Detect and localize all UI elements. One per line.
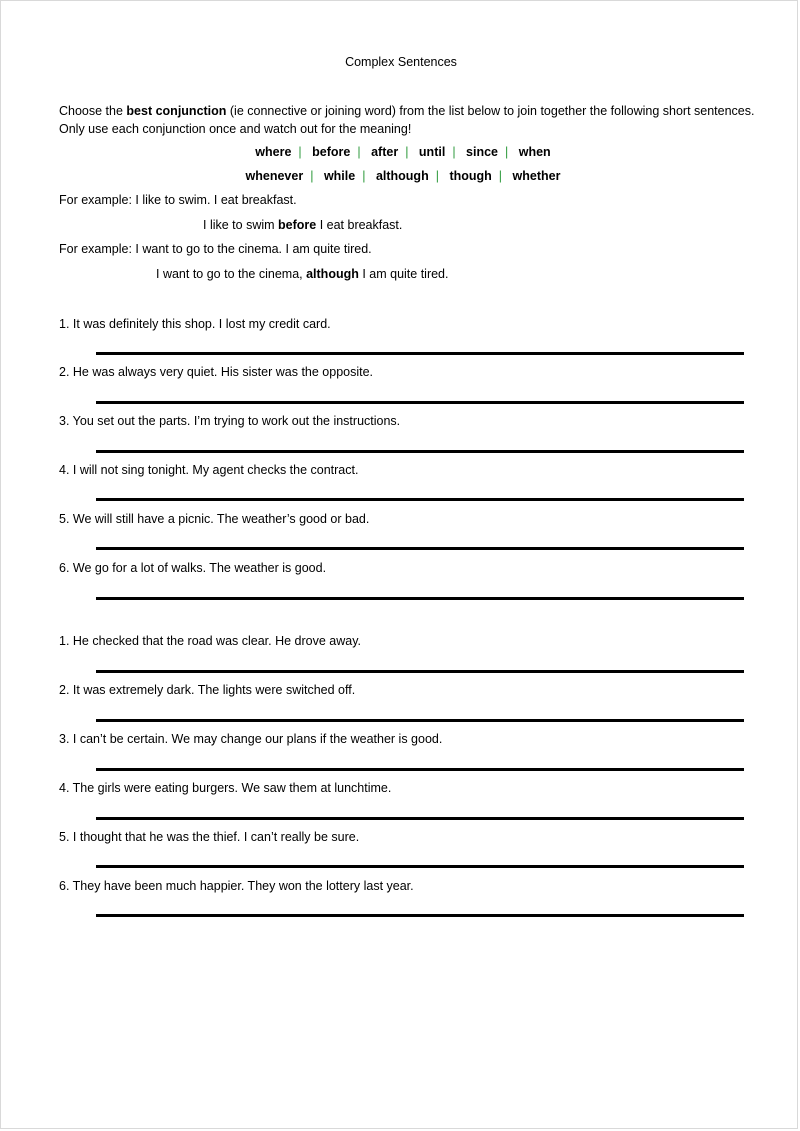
- answer-line[interactable]: [96, 768, 744, 771]
- conjunction-word: since: [466, 145, 499, 159]
- answer-line[interactable]: [96, 547, 744, 550]
- answer-line[interactable]: [96, 352, 744, 355]
- conjunction-word: although: [375, 169, 429, 183]
- conjunction-separator: |: [362, 169, 366, 183]
- answer-line[interactable]: [96, 450, 744, 453]
- question-set2-3: 3. I can’t be certain. We may change our plans if the weather is good.: [59, 732, 443, 746]
- answer-line[interactable]: [96, 498, 744, 501]
- question-set1-4: 4. I will not sing tonight. My agent checks the contract.: [59, 463, 359, 477]
- conjunction-word: while: [323, 169, 356, 183]
- conjunction-word: after: [371, 145, 399, 159]
- question-set2-2: 2. It was extremely dark. The lights were switched off.: [59, 683, 356, 697]
- page-title: Complex Sentences: [345, 55, 457, 69]
- conjunction-word: though: [449, 169, 492, 183]
- question-set1-5: 5. We will still have a picnic. The weather’s good or bad.: [59, 512, 370, 526]
- conjunction-word: whenever: [245, 169, 304, 183]
- conjunction-word: until: [418, 145, 446, 159]
- answer-line[interactable]: [96, 670, 744, 673]
- answer-line[interactable]: [96, 914, 744, 917]
- example-1-prompt: For example: I like to swim. I eat breakfast.: [59, 193, 297, 207]
- answer-line[interactable]: [96, 817, 744, 820]
- question-set1-6: 6. We go for a lot of walks. The weather is good.: [59, 561, 327, 575]
- question-set2-5: 5. I thought that he was the thief. I can’t really be sure.: [59, 830, 360, 844]
- conjunction-separator: |: [505, 145, 509, 159]
- conjunction-separator: |: [452, 145, 456, 159]
- question-set2-1: 1. He checked that the road was clear. He drove away.: [59, 634, 362, 648]
- conjunction-separator: |: [405, 145, 409, 159]
- conjunction-word: before: [312, 145, 351, 159]
- question-set2-6: 6. They have been much happier. They won the lottery last year.: [59, 879, 414, 893]
- question-set1-2: 2. He was always very quiet. His sister was the opposite.: [59, 365, 374, 379]
- example-answer-conjunction: although: [306, 267, 359, 281]
- example-2-prompt: For example: I want to go to the cinema. I am quite tired.: [59, 242, 372, 256]
- example-answer-text: I like to swim: [203, 218, 279, 232]
- question-set1-1: 1. It was definitely this shop. I lost my credit card.: [59, 317, 331, 331]
- conjunction-separator: |: [435, 169, 439, 183]
- instructions-text: Choose the: [59, 104, 127, 118]
- example-1-answer: [203, 218, 402, 232]
- instructions-line-2: Only use each conjunction once and watch out for the meaning!: [59, 122, 412, 136]
- conjunction-word: whether: [512, 169, 561, 183]
- instructions-text: (ie connective or joining word) from the list below to join together the following short sentences.: [226, 104, 755, 118]
- conjunction-word: where: [255, 145, 292, 159]
- instructions-line-1: [59, 102, 754, 120]
- example-answer-text: I am quite tired.: [358, 267, 449, 281]
- conjunction-separator: |: [498, 169, 503, 183]
- answer-line[interactable]: [96, 719, 744, 722]
- question-set2-4: 4. The girls were eating burgers. We saw them at lunchtime.: [59, 781, 392, 795]
- example-answer-conjunction: before: [278, 218, 317, 232]
- conjunction-list-row-1: [1, 145, 800, 159]
- conjunction-word: when: [518, 145, 551, 159]
- example-answer-text: I want to go to the cinema,: [156, 267, 307, 281]
- instructions-emphasis: best conjunction: [126, 104, 227, 118]
- conjunction-separator: |: [310, 169, 314, 183]
- example-answer-text: I eat breakfast.: [316, 218, 403, 232]
- answer-line[interactable]: [96, 865, 744, 868]
- example-2-answer: [156, 267, 448, 281]
- conjunction-separator: |: [298, 145, 302, 159]
- answer-line[interactable]: [96, 597, 744, 600]
- answer-line[interactable]: [96, 401, 744, 404]
- conjunction-list-row-2: [1, 169, 800, 183]
- question-set1-3: 3. You set out the parts. I’m trying to work out the instructions.: [59, 414, 401, 428]
- conjunction-separator: |: [357, 145, 361, 159]
